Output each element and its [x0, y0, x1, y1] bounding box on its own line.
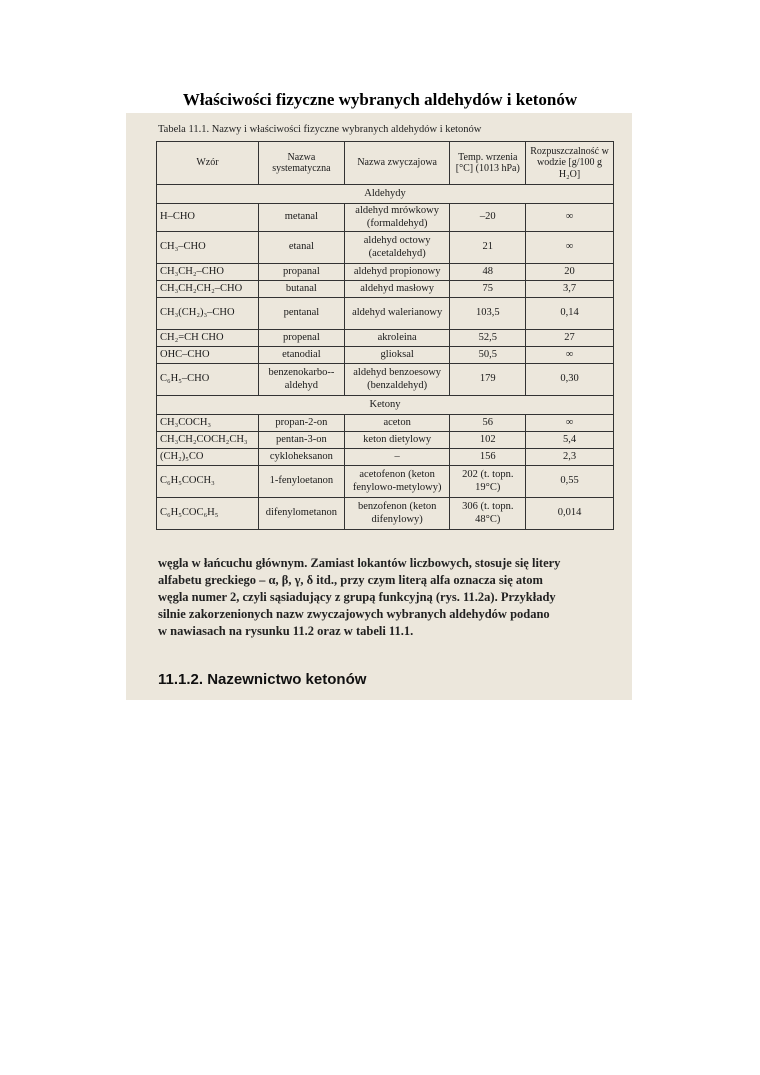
cell-bp: 202 (t. topn. 19°C)	[450, 466, 526, 498]
cell-bp: 179	[450, 364, 526, 396]
scanned-page	[126, 113, 632, 700]
cell-bp: 56	[450, 415, 526, 432]
cell-systematic: etanodial	[258, 347, 344, 364]
table-row	[157, 264, 614, 281]
cell-formula: C₆H₅COCH₃	[157, 466, 259, 498]
cell-formula: H–CHO	[157, 204, 259, 232]
cell-systematic: propan-2-on	[258, 415, 344, 432]
cell-sol: 2,3	[526, 449, 614, 466]
cell-systematic: etanal	[258, 232, 344, 264]
table-row	[157, 449, 614, 466]
section-ketones: Ketony	[157, 396, 614, 415]
cell-sol: 0,14	[526, 298, 614, 330]
cell-formula: CH₃CH₂COCH₂CH₃	[157, 432, 259, 449]
cell-common: aldehyd benzoesowy (benzaldehyd)	[344, 364, 450, 396]
cell-formula: C₆H₅–CHO	[157, 364, 259, 396]
cell-systematic: cykloheksanon	[258, 449, 344, 466]
cell-sol: 0,55	[526, 466, 614, 498]
table-caption: Tabela 11.1. Nazwy i właściwości fizyczne wybranych aldehydów i ketonów	[158, 124, 482, 135]
cell-sol: 5,4	[526, 432, 614, 449]
table-row	[157, 232, 614, 264]
cell-formula: CH₃–CHO	[157, 232, 259, 264]
cell-formula: OHC–CHO	[157, 347, 259, 364]
page-title: Właściwości fizyczne wybranych aldehydów i ketonów	[182, 90, 578, 109]
paragraph-line: alfabetu greckiego – α, β, γ, δ itd., przy czym literą alfa oznacza się atom	[158, 573, 543, 587]
table-row	[157, 298, 614, 330]
table-row	[157, 330, 614, 347]
cell-common: aldehyd walerianowy	[344, 298, 450, 330]
cell-systematic: propanal	[258, 264, 344, 281]
cell-formula: CH₂=CH CHO	[157, 330, 259, 347]
paragraph-line: węgla w łańcuchu głównym. Zamiast lokantów liczbowych, stosuje się litery	[158, 556, 561, 570]
cell-formula: CH₃(CH₂)₃–CHO	[157, 298, 259, 330]
cell-systematic: 1-fenyloetanon	[258, 466, 344, 498]
cell-sol: 0,30	[526, 364, 614, 396]
paragraph-line: węgla numer 2, czyli sąsiadujący z grupą funkcyjną (rys. 11.2a). Przykłady	[158, 590, 556, 604]
cell-bp: 75	[450, 281, 526, 298]
cell-bp: 48	[450, 264, 526, 281]
cell-sol: ∞	[526, 347, 614, 364]
paragraph-line: w nawiasach na rysunku 11.2 oraz w tabeli 11.1.	[158, 624, 414, 638]
cell-bp: 21	[450, 232, 526, 264]
table-row	[157, 498, 614, 530]
table-row	[157, 204, 614, 232]
table-row	[157, 466, 614, 498]
body-paragraph	[158, 555, 618, 640]
cell-systematic: pentanal	[258, 298, 344, 330]
header-boiling-point: Temp. wrzenia [°C] (1013 hPa)	[450, 142, 526, 185]
cell-formula: CH₃COCH₃	[157, 415, 259, 432]
cell-formula: (CH₂)₅CO	[157, 449, 259, 466]
cell-common: akroleina	[344, 330, 450, 347]
cell-formula: CH₃CH₂CH₂–CHO	[157, 281, 259, 298]
section-aldehydes: Aldehydy	[157, 185, 614, 204]
cell-systematic: propenal	[258, 330, 344, 347]
cell-formula: C₆H₅COC₆H₅	[157, 498, 259, 530]
cell-bp: –20	[450, 204, 526, 232]
cell-common: keton dietylowy	[344, 432, 450, 449]
table-row	[157, 281, 614, 298]
cell-bp: 52,5	[450, 330, 526, 347]
cell-bp: 103,5	[450, 298, 526, 330]
cell-common: aldehyd masłowy	[344, 281, 450, 298]
cell-bp: 156	[450, 449, 526, 466]
cell-bp: 50,5	[450, 347, 526, 364]
cell-common: aldehyd propionowy	[344, 264, 450, 281]
cell-common: aldehyd mrówkowy (formaldehyd)	[344, 204, 450, 232]
cell-systematic: metanal	[258, 204, 344, 232]
cell-sol: 0,014	[526, 498, 614, 530]
table-row	[157, 347, 614, 364]
cell-sol: 20	[526, 264, 614, 281]
cell-bp: 306 (t. topn. 48°C)	[450, 498, 526, 530]
cell-systematic: benzenokarbo--aldehyd	[258, 364, 344, 396]
cell-formula: CH₃CH₂–CHO	[157, 264, 259, 281]
section-heading: 11.1.2. Nazewnictwo ketonów	[158, 671, 367, 688]
cell-bp: 102	[450, 432, 526, 449]
cell-sol: ∞	[526, 204, 614, 232]
table-header-row	[157, 142, 614, 185]
table-row	[157, 432, 614, 449]
header-systematic-name: Nazwa systematyczna	[258, 142, 344, 185]
cell-sol: 27	[526, 330, 614, 347]
cell-sol: ∞	[526, 415, 614, 432]
cell-sol: ∞	[526, 232, 614, 264]
cell-sol: 3,7	[526, 281, 614, 298]
cell-common: aldehyd octowy (acetaldehyd)	[344, 232, 450, 264]
cell-systematic: butanal	[258, 281, 344, 298]
header-common-name: Nazwa zwyczajowa	[344, 142, 450, 185]
cell-common: aceton	[344, 415, 450, 432]
header-formula: Wzór	[157, 142, 259, 185]
paragraph-line: silnie zakorzenionych nazw zwyczajowych wybranych aldehydów podano	[158, 607, 550, 621]
table-row	[157, 415, 614, 432]
properties-table	[156, 141, 614, 530]
cell-common: –	[344, 449, 450, 466]
cell-common: glioksal	[344, 347, 450, 364]
cell-systematic: pentan-3-on	[258, 432, 344, 449]
header-solubility: Rozpuszczalność w wodzie [g/100 g H₂O]	[526, 142, 614, 185]
table-row	[157, 364, 614, 396]
cell-common: acetofenon (keton fenylowo-metylowy)	[344, 466, 450, 498]
cell-common: benzofenon (keton difenylowy)	[344, 498, 450, 530]
cell-systematic: difenylometanon	[258, 498, 344, 530]
